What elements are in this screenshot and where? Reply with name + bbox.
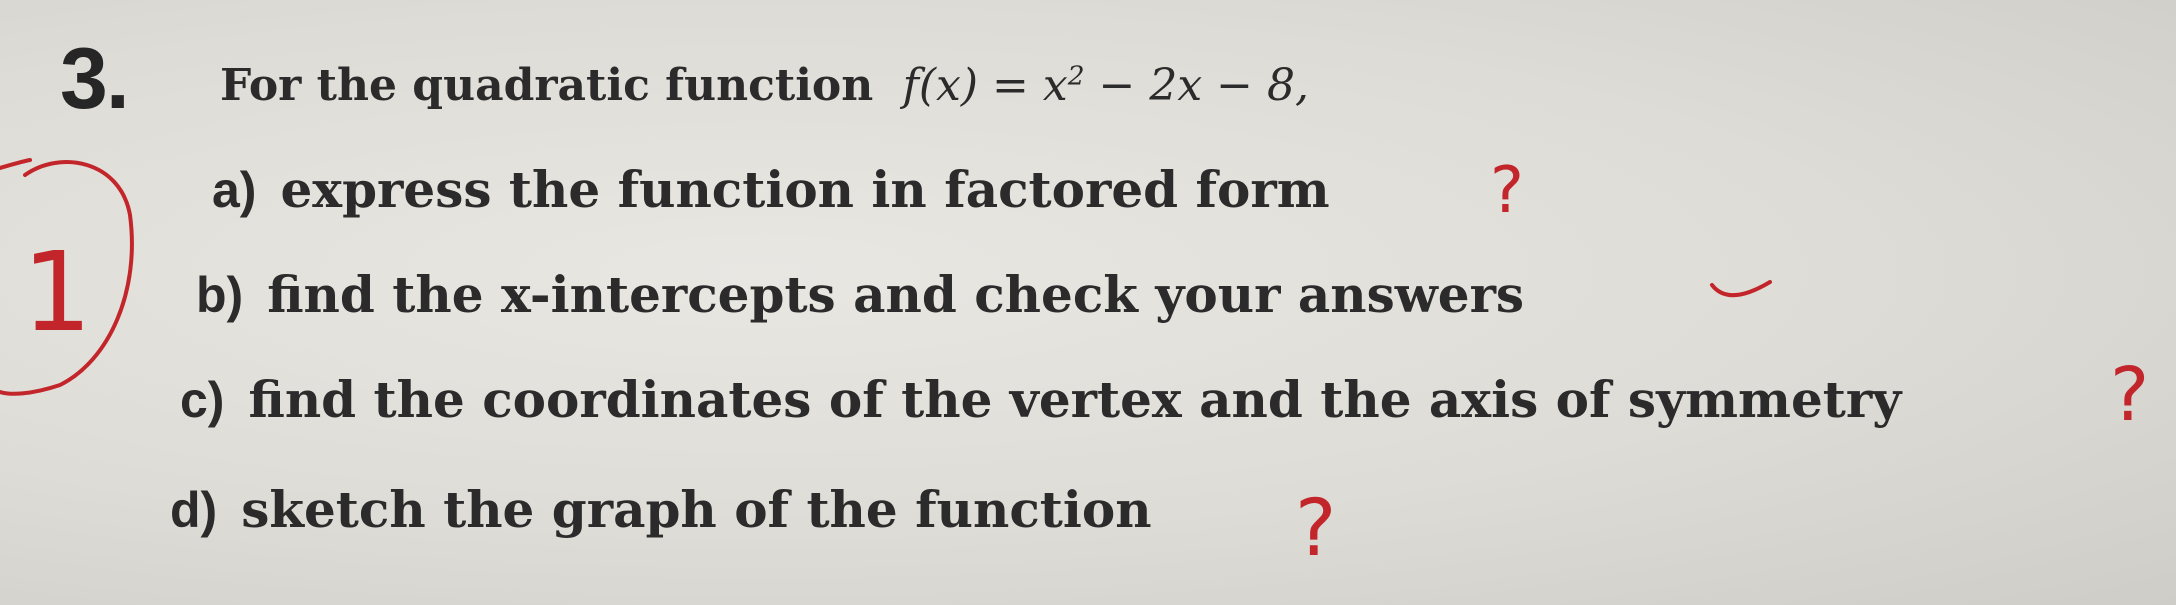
part-b-label: b) (196, 267, 244, 323)
part-d-label: d) (170, 482, 218, 538)
part-c-label: c) (180, 372, 225, 428)
part-a-text: express the function in factored form (280, 160, 1330, 219)
part-c-text: find the coordinates of the vertex and the axis of symmetry (248, 370, 1902, 429)
question-intro: For the quadratic function (220, 60, 874, 111)
mark-a-question: ? (1490, 154, 1524, 228)
question-number: 3. (60, 31, 128, 127)
mark-c-question: ? (2110, 352, 2150, 438)
check-mark-b (1712, 282, 1770, 295)
circled-score: 1 (22, 228, 92, 356)
score-circle-top (0, 160, 30, 168)
part-d-text: sketch the graph of the function (241, 480, 1152, 539)
part-a-label: a) (212, 162, 257, 218)
mark-d-question: ? (1295, 484, 1337, 574)
function-expression: $f(x) = x^2 - 2x - 8$, (902, 60, 1309, 111)
part-b-text: find the x-intercepts and check your answers (267, 265, 1525, 324)
